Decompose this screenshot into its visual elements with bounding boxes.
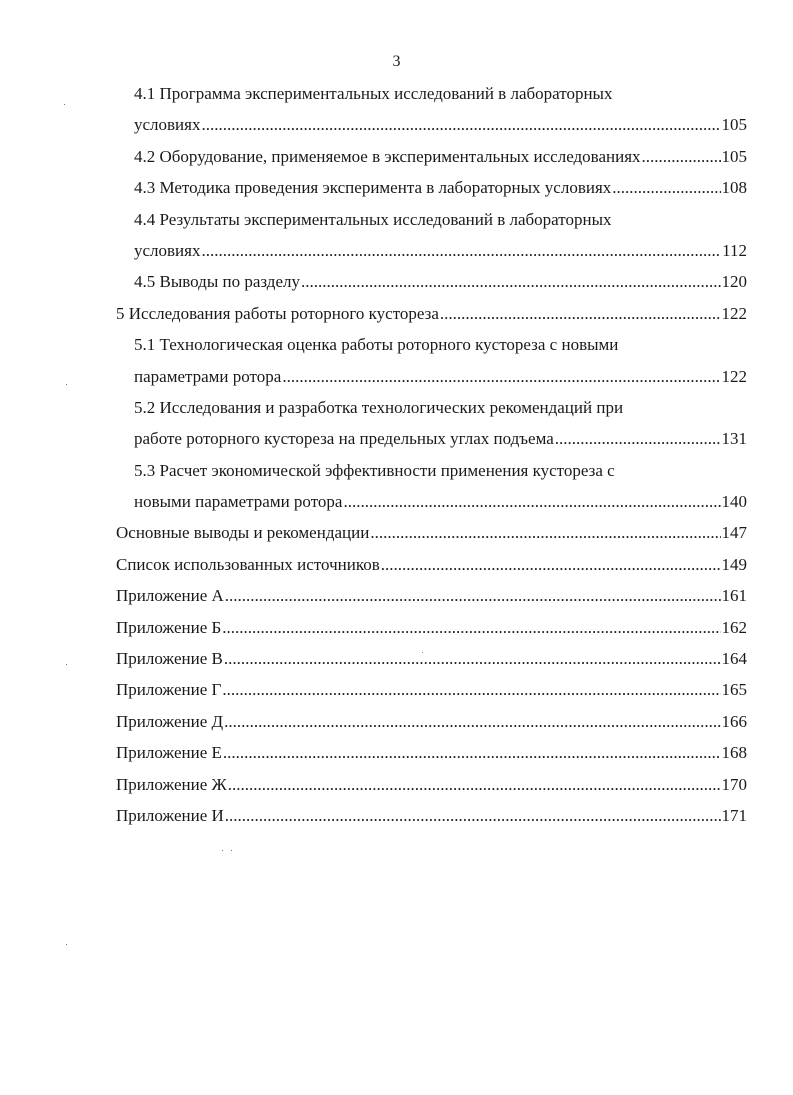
toc-entry-line bbox=[0, 298, 747, 329]
toc-entry-line bbox=[0, 517, 747, 548]
toc-entry[interactable] bbox=[0, 612, 793, 643]
toc-entry[interactable] bbox=[0, 800, 793, 831]
toc-entry-title: 4.5 Выводы по разделу bbox=[134, 272, 300, 292]
toc-entry[interactable] bbox=[0, 204, 793, 267]
toc-entry-title: Приложение Г bbox=[116, 680, 222, 700]
dot-leader bbox=[642, 141, 721, 172]
toc-entry-title: 5.1 Технологическая оценка работы роторного кустореза с новыми bbox=[134, 335, 619, 355]
toc-page-number: 108 bbox=[721, 178, 747, 198]
toc-entry[interactable] bbox=[0, 392, 793, 455]
toc-entry-line bbox=[0, 769, 747, 800]
dot-leader bbox=[555, 423, 721, 454]
toc-page-number: 120 bbox=[721, 272, 747, 292]
toc-page-number: 105 bbox=[721, 146, 747, 166]
toc-entry-line bbox=[0, 109, 747, 140]
toc-entry-title: 5.2 Исследования и разработка технологических рекомендаций при bbox=[134, 397, 624, 417]
toc-entry-title: Список использованных источников bbox=[116, 554, 380, 574]
toc-page-number: 164 bbox=[721, 649, 747, 669]
toc-entry-line bbox=[0, 549, 747, 580]
toc-entry[interactable] bbox=[0, 580, 793, 611]
toc-entry-line bbox=[0, 235, 747, 266]
toc-entry-line bbox=[0, 706, 747, 737]
toc-entry-line bbox=[0, 266, 747, 297]
dot-leader bbox=[201, 109, 720, 140]
toc-entry-title: новыми параметрами ротора bbox=[134, 492, 343, 512]
toc-page-number: 161 bbox=[721, 586, 747, 606]
toc-entry-title: 5.3 Расчет экономической эффективности применения кустореза с bbox=[134, 460, 615, 480]
toc-page-number: 168 bbox=[721, 743, 747, 763]
dot-leader bbox=[224, 706, 720, 737]
toc-entry-line bbox=[0, 486, 747, 517]
dot-leader bbox=[370, 517, 720, 548]
toc-entry-line bbox=[0, 172, 747, 203]
toc-page-number: 131 bbox=[721, 429, 747, 449]
toc-entry-title: Приложение В bbox=[116, 649, 223, 669]
toc-entry-line bbox=[0, 674, 747, 705]
toc-entry-title: 4.1 Программа экспериментальных исследований в лабораторных bbox=[134, 84, 613, 103]
dot-leader bbox=[381, 549, 721, 580]
toc-page-number: 166 bbox=[721, 711, 747, 731]
page-number: 3 bbox=[392, 53, 401, 70]
toc-page-number: 171 bbox=[721, 805, 747, 825]
toc-entry-line bbox=[0, 580, 747, 611]
toc-page-number: 149 bbox=[721, 554, 747, 574]
toc-entry-title: Приложение Б bbox=[116, 617, 222, 637]
dot-leader bbox=[225, 800, 721, 831]
dot-leader bbox=[222, 612, 720, 643]
table-of-contents bbox=[0, 78, 793, 831]
toc-entry[interactable] bbox=[0, 769, 793, 800]
dot-leader bbox=[225, 580, 721, 611]
toc-entry-title: Приложение Е bbox=[116, 743, 222, 763]
dot-leader bbox=[228, 769, 721, 800]
toc-page-number: 165 bbox=[721, 680, 747, 700]
toc-entry[interactable] bbox=[0, 141, 793, 172]
dot-leader bbox=[282, 361, 720, 392]
toc-entry-line bbox=[0, 737, 747, 768]
toc-entry-title: параметрами ротора bbox=[134, 366, 282, 386]
toc-entry-line bbox=[0, 612, 747, 643]
toc-entry[interactable] bbox=[0, 549, 793, 580]
dot-leader bbox=[222, 674, 720, 705]
toc-entry-title: условиях bbox=[134, 115, 201, 135]
toc-page-number: 105 bbox=[721, 115, 747, 135]
toc-entry[interactable] bbox=[0, 455, 793, 518]
toc-page-number: 147 bbox=[721, 523, 747, 543]
dot-leader bbox=[440, 298, 721, 329]
toc-entry-title: условиях bbox=[134, 240, 201, 260]
toc-page-number: 122 bbox=[721, 303, 747, 323]
toc-page-number: 170 bbox=[721, 774, 747, 794]
toc-entry[interactable] bbox=[0, 78, 793, 141]
toc-entry-title: 4.4 Результаты экспериментальных исследований в лабораторных bbox=[134, 209, 612, 229]
dot-leader bbox=[224, 643, 721, 674]
toc-entry[interactable] bbox=[0, 266, 793, 297]
toc-entry-title: Приложение Д bbox=[116, 711, 224, 731]
toc-entry-title: работе роторного кустореза на предельных углах подъема bbox=[134, 429, 554, 449]
toc-entry-title: 5 Исследования работы роторного кустореза bbox=[116, 303, 439, 323]
toc-entry-line bbox=[0, 800, 747, 831]
toc-entry-line bbox=[0, 423, 747, 454]
toc-page-number: 162 bbox=[721, 617, 747, 637]
dot-leader bbox=[301, 266, 721, 297]
toc-entry-line bbox=[0, 361, 747, 392]
toc-entry-title: 4.2 Оборудование, применяемое в экспериментальных исследованиях bbox=[134, 146, 641, 166]
toc-entry-line bbox=[0, 141, 747, 172]
dot-leader bbox=[201, 235, 721, 266]
toc-entry-title: 4.3 Методика проведения эксперимента в лабораторных условиях bbox=[134, 178, 612, 198]
dot-leader bbox=[223, 737, 721, 768]
dot-leader bbox=[612, 172, 720, 203]
toc-entry-title: Основные выводы и рекомендации bbox=[116, 523, 370, 543]
toc-entry[interactable] bbox=[0, 172, 793, 203]
toc-entry[interactable] bbox=[0, 706, 793, 737]
toc-entry[interactable] bbox=[0, 737, 793, 768]
toc-entry-title: Приложение А bbox=[116, 586, 224, 606]
toc-entry-title: Приложение И bbox=[116, 805, 224, 825]
toc-page-number: 140 bbox=[721, 492, 747, 512]
toc-entry[interactable] bbox=[0, 674, 793, 705]
toc-entry[interactable] bbox=[0, 298, 793, 329]
toc-entry-title: Приложение Ж bbox=[116, 774, 227, 794]
toc-entry[interactable] bbox=[0, 643, 793, 674]
toc-entry[interactable] bbox=[0, 329, 793, 392]
toc-page-number: 112 bbox=[722, 240, 747, 260]
toc-page-number: 122 bbox=[721, 366, 747, 386]
toc-entry-line bbox=[0, 643, 747, 674]
toc-entry[interactable] bbox=[0, 517, 793, 548]
dot-leader bbox=[343, 486, 720, 517]
